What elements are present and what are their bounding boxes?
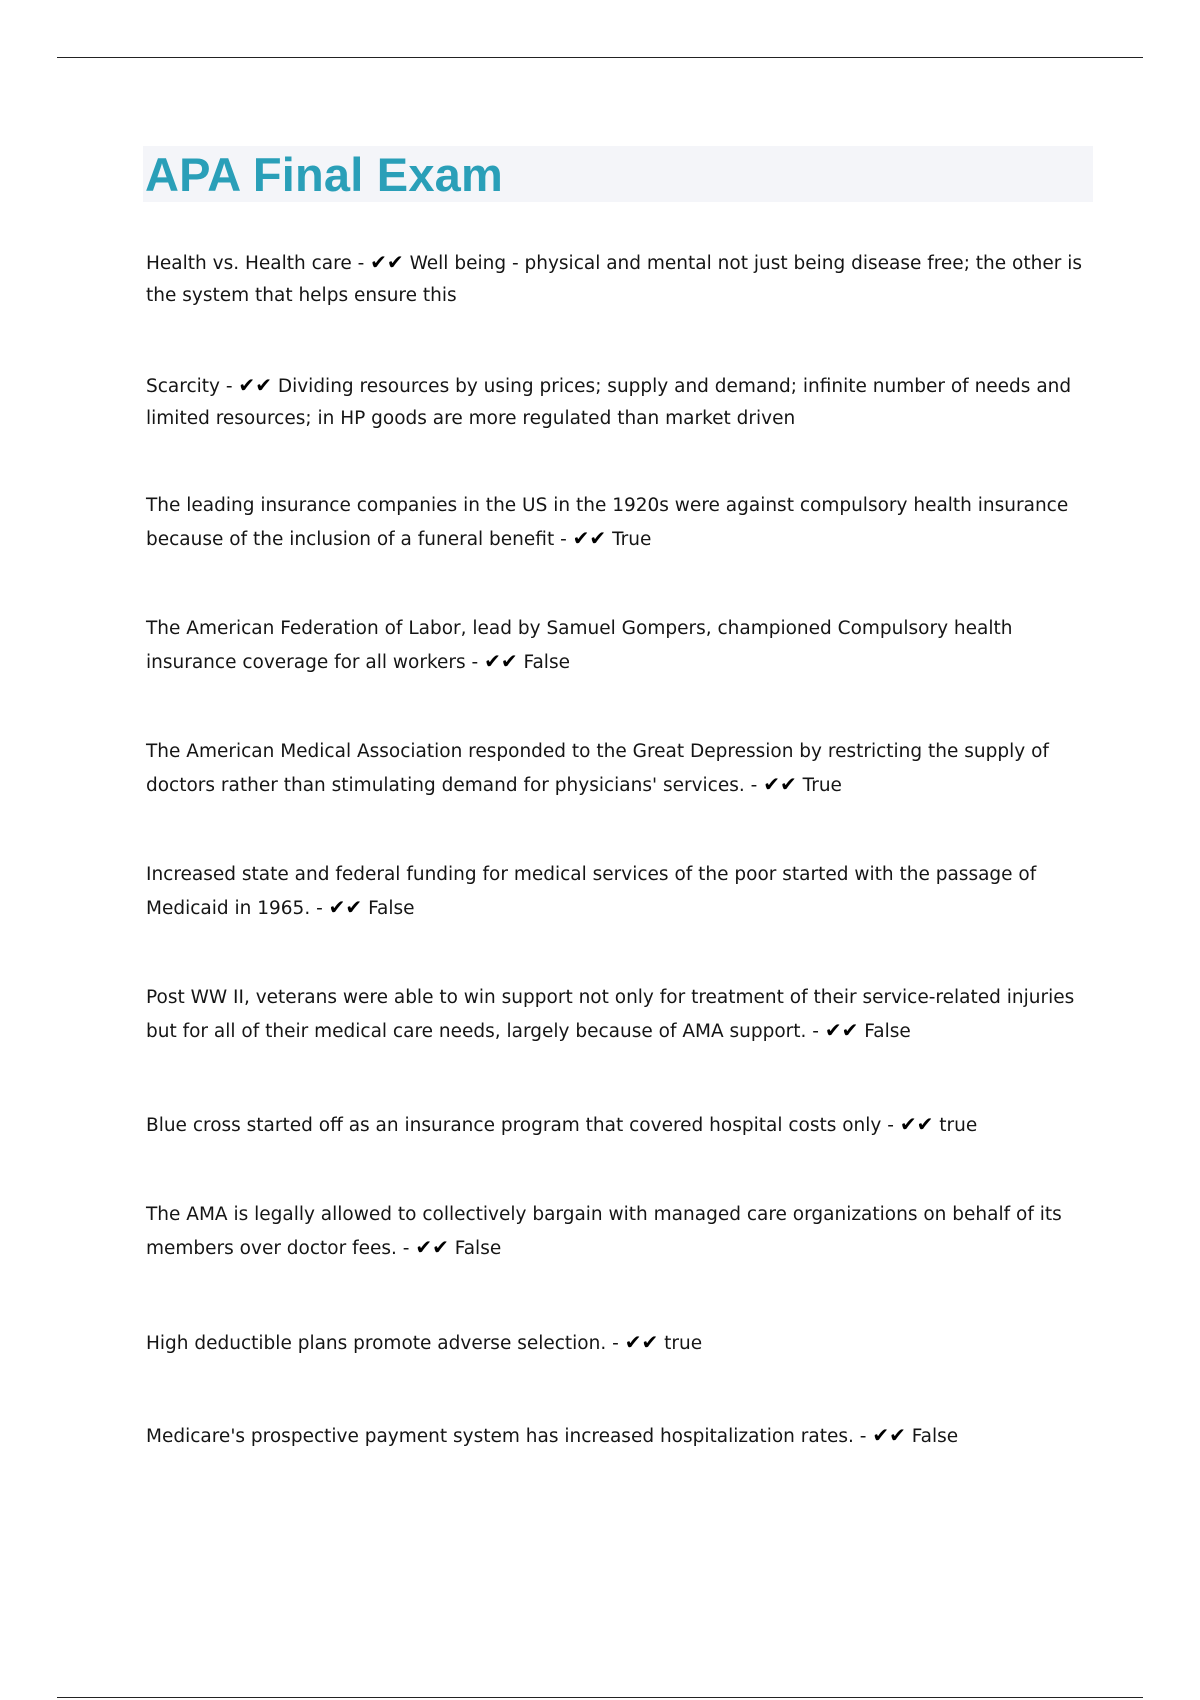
check-icon: ✔ — [432, 1235, 449, 1259]
check-icon: ✔ — [386, 250, 404, 274]
question-text: Scarcity - — [146, 376, 233, 397]
qa-item — [146, 1419, 1091, 1453]
check-icon: ✔ — [255, 373, 272, 397]
answer-text: Dividing resources by using prices; supply and demand; infinite number of needs and limited resources; in HP goods are more regulated than market driven — [146, 376, 1072, 429]
question-text: The AMA is legally allowed to collectively bargain with managed care organizations on behalf of its members over doctor fees. - — [146, 1204, 1062, 1259]
qa-item — [146, 859, 1091, 925]
check-icon: ✔ — [484, 649, 501, 673]
question-text: Medicare's prospective payment system has increased hospitalization rates. - — [146, 1426, 867, 1447]
check-icon: ✔ — [824, 1018, 842, 1042]
question-text: Post WW II, veterans were able to win support not only for treatment of their service-related injuries but for all of their medical care needs, largely because of AMA support. - — [146, 987, 1075, 1042]
question-text: High deductible plans promote adverse selection. - — [146, 1333, 619, 1354]
title-band — [143, 146, 1093, 202]
qa-item — [146, 369, 1091, 435]
check-icon: ✔ — [328, 895, 346, 919]
qa-item — [146, 246, 1091, 312]
answer-text: False — [911, 1426, 959, 1447]
check-icon: ✔ — [370, 250, 387, 274]
check-icon: ✔ — [916, 1112, 934, 1136]
check-icon: ✔ — [589, 526, 607, 550]
answer-text: True — [612, 529, 652, 550]
answer-text: False — [454, 1238, 502, 1259]
check-icon: ✔ — [238, 373, 256, 397]
top-divider — [57, 57, 1143, 58]
answer-text: true — [939, 1115, 978, 1136]
answer-text: False — [523, 652, 570, 673]
answer-text: True — [802, 775, 842, 796]
question-text: The American Federation of Labor, lead by Samuel Gompers, championed Compulsory health insurance coverage for all workers - — [146, 618, 1013, 673]
answer-text: False — [368, 898, 415, 919]
qa-item — [146, 1199, 1091, 1265]
question-text: The American Medical Association responded to the Great Depression by restricting the supply of doctors rather than stimulating demand for physicians' services. - — [146, 741, 1049, 796]
qa-item — [146, 1326, 1091, 1360]
answer-text: true — [664, 1333, 703, 1354]
check-icon: ✔ — [572, 526, 590, 550]
qa-item — [146, 982, 1091, 1048]
check-icon: ✔ — [415, 1235, 433, 1259]
qa-item — [146, 613, 1091, 679]
check-icon: ✔ — [872, 1423, 890, 1447]
qa-item — [146, 736, 1091, 802]
check-icon: ✔ — [345, 895, 363, 919]
qa-item — [146, 490, 1091, 556]
check-icon: ✔ — [899, 1112, 917, 1136]
question-text: Increased state and federal funding for medical services of the poor started with the passage of Medicaid in 1965. - — [146, 864, 1037, 919]
document-title: APA Final Exam — [145, 147, 504, 201]
question-text: Health vs. Health care - — [146, 253, 365, 274]
check-icon: ✔ — [500, 649, 518, 673]
check-icon: ✔ — [889, 1423, 906, 1447]
question-text: Blue cross started off as an insurance program that covered hospital costs only - — [146, 1115, 894, 1136]
check-icon: ✔ — [763, 772, 780, 796]
check-icon: ✔ — [841, 1018, 859, 1042]
check-icon: ✔ — [624, 1330, 642, 1354]
question-text: The leading insurance companies in the US in the 1920s were against compulsory health insurance because of the inclusion of a funeral benefit - — [146, 495, 1069, 550]
answer-text: Well being - physical and mental not just being disease free; the other is the system that helps ensure this — [146, 253, 1082, 306]
answer-text: False — [864, 1021, 911, 1042]
check-icon: ✔ — [641, 1330, 659, 1354]
bottom-divider — [57, 1697, 1143, 1698]
qa-item — [146, 1108, 1091, 1142]
check-icon: ✔ — [779, 772, 797, 796]
